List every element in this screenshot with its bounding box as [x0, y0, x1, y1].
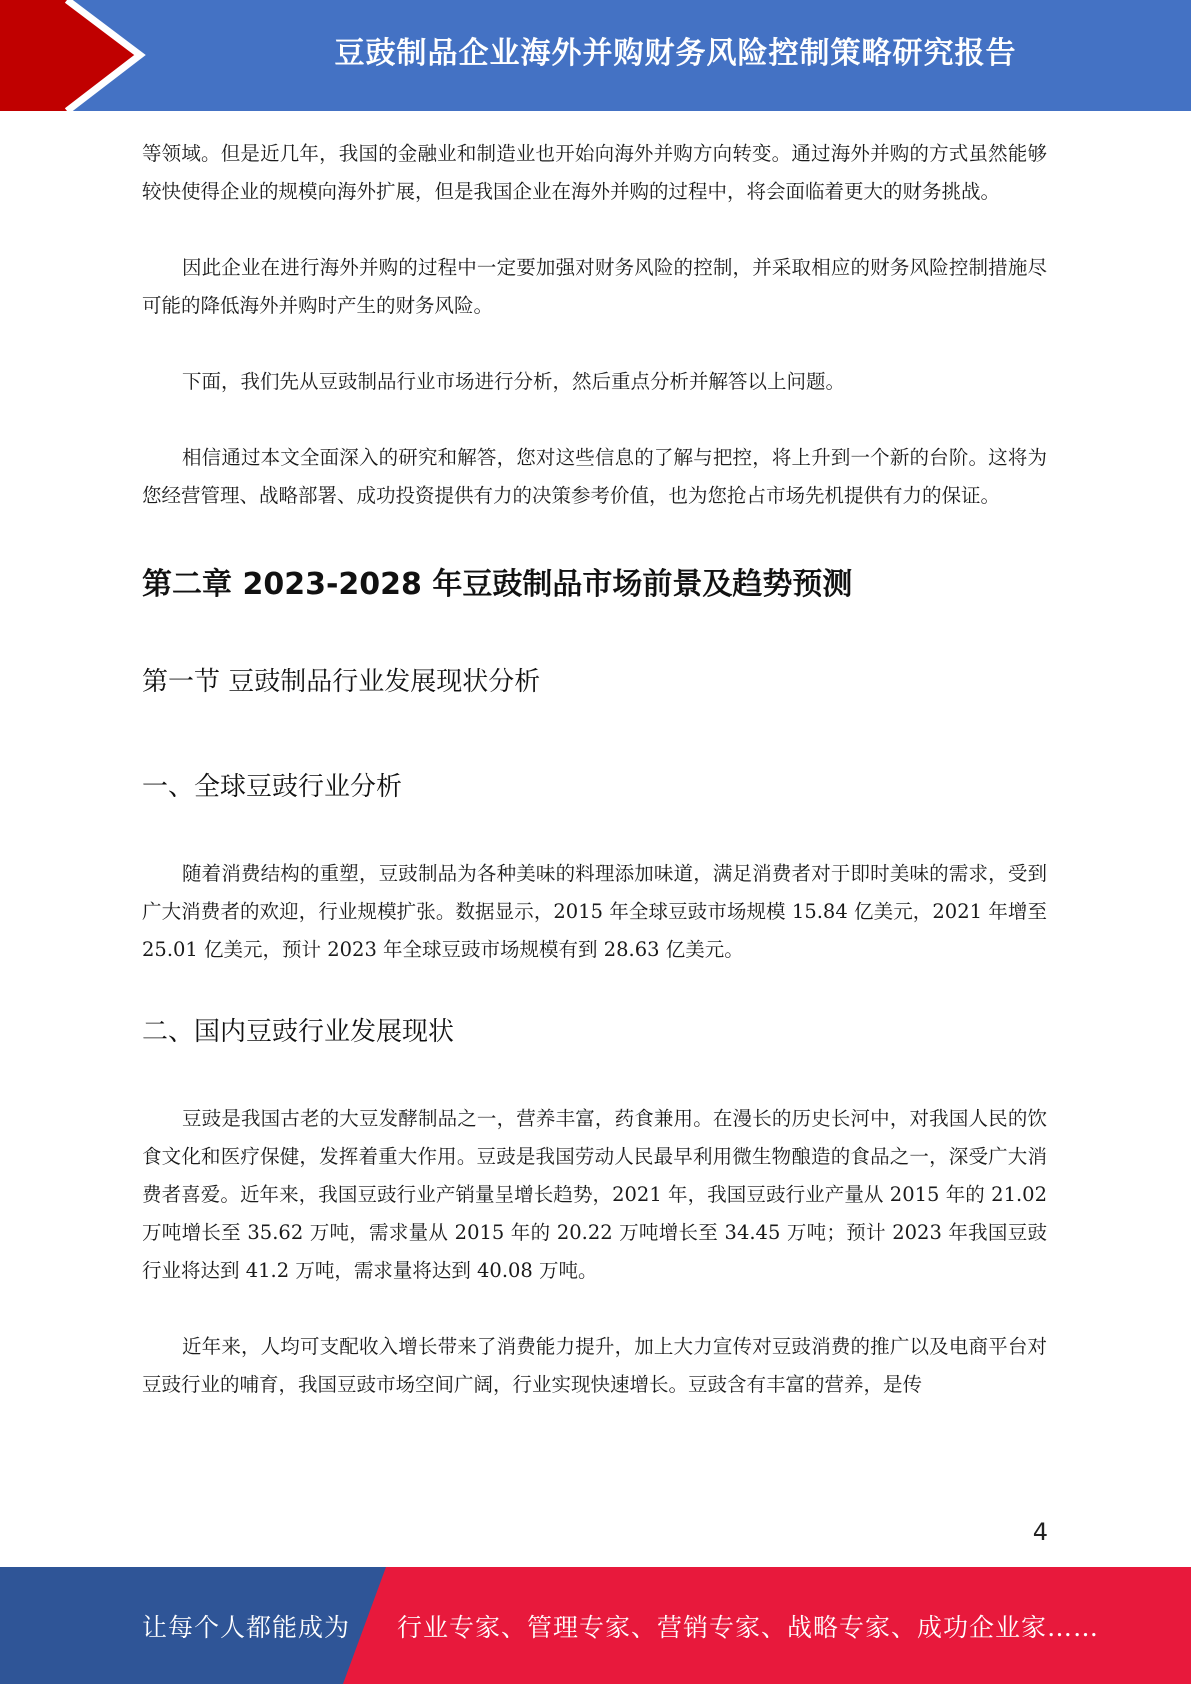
paragraph: 近年来，人均可支配收入增长带来了消费能力提升，加上大力宣传对豆豉消费的推广以及电商平台对豆豉行业的哺育，我国豆豉市场空间广阔，行业实现快速增长。豆豉含有丰富的营养，是传	[142, 1335, 1047, 1396]
chapter-heading: 第二章 2023-2028 年豆豉制品市场前景及趋势预测	[142, 567, 853, 602]
document-body	[142, 135, 1047, 1404]
paragraph: 豆豉是我国古老的大豆发酵制品之一，营养丰富，药食兼用。在漫长的历史长河中，对我国人民的饮食文化和医疗保健，发挥着重大作用。豆豉是我国劳动人民最早利用微生物酿造的食品之一，深受广大消费者喜爱。近年来，我国豆豉行业产销量呈增长趋势，2021 年，我国豆豉行业产量从 2015 年的 21.02 万吨增长至 35.62 万吨，需求量从 2015 年的 20.22 万吨增长至 34.45 万吨；预计 2023 年我国豆豉行业将达到 41.2 万吨，需求量将达到 40.08 万吨。	[142, 1107, 1047, 1282]
subsection-heading: 二、国内豆豉行业发展现状	[142, 1017, 455, 1047]
paragraph: 相信通过本文全面深入的研究和解答，您对这些信息的了解与把控，将上升到一个新的台阶。这将为您经营管理、战略部署、成功投资提供有力的决策参考价值，也为您抢占市场先机提供有力的保证。	[142, 446, 1047, 507]
paragraph: 等领域。但是近几年，我国的金融业和制造业也开始向海外并购方向转变。通过海外并购的方式虽然能够较快使得企业的规模向海外扩展，但是我国企业在海外并购的过程中，将会面临着更大的财务挑战。	[142, 142, 1047, 203]
paragraph: 下面，我们先从豆豉制品行业市场进行分析，然后重点分析并解答以上问题。	[182, 370, 846, 393]
paragraph: 因此企业在进行海外并购的过程中一定要加强对财务风险的控制，并采取相应的财务风险控制措施尽可能的降低海外并购时产生的财务风险。	[142, 256, 1047, 317]
footer-slogan-left: 让每个人都能成为	[142, 1612, 351, 1642]
page-footer	[0, 1567, 1191, 1684]
subsection-heading: 一、全球豆豉行业分析	[142, 772, 403, 802]
report-title: 豆豉制品企业海外并购财务风险控制策略研究报告	[334, 36, 1017, 71]
header-arrow-decoration	[0, 0, 160, 111]
paragraph: 随着消费结构的重塑，豆豉制品为各种美味的料理添加味道，满足消费者对于即时美味的需求，受到广大消费者的欢迎，行业规模扩张。数据显示，2015 年全球豆豉市场规模 15.84 亿美元，2021 年增至 25.01 亿美元，预计 2023 年全球豆豉市场规模有到 28.63 亿美元。	[142, 862, 1047, 961]
page-header	[0, 0, 1191, 111]
footer-slogan-right: 行业专家、管理专家、营销专家、战略专家、成功企业家……	[397, 1612, 1100, 1642]
section-heading: 第一节 豆豉制品行业发展现状分析	[142, 667, 541, 697]
page-number: 4	[1032, 1518, 1048, 1546]
